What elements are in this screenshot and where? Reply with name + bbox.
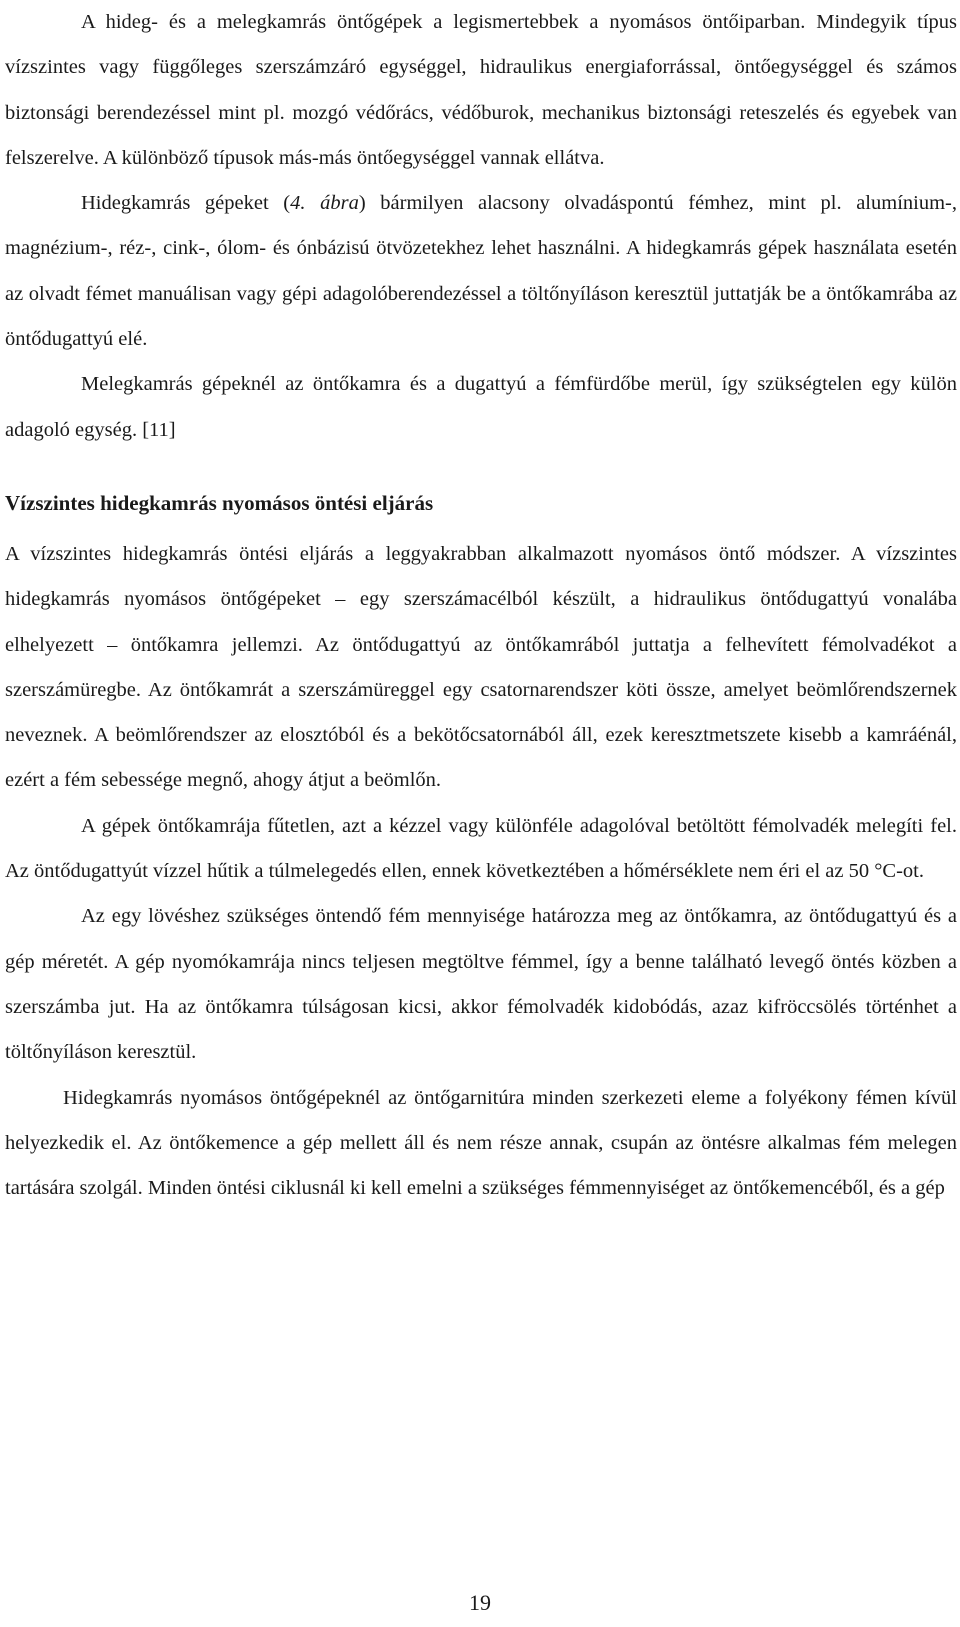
paragraph-intro: A hideg- és a melegkamrás öntőgépek a legismertebbek a nyomásos öntőiparban. Mindegyik típus vízszintes vagy függőleges szerszámzáró egységgel, hidraulikus energiaforrással, öntőegységgel és számos biztonsági berendezéssel mint pl. mozgó védőrács, védőburok, mechanikus biztonsági reteszelés és egyebek van felszerelve. A különböző típusok más-más öntőegységgel vannak ellátva. <box>5 11 957 169</box>
paragraph-casting-set: Hidegkamrás nyomásos öntőgépeknél az öntőgarnitúra minden szerkezeti eleme a folyékony fémen kívül helyezkedik el. Az öntőkemence a gép mellett áll és nem része annak, csupán az öntésre alkalmas fém melegen tartására szolgál. Minden öntési ciklusnál ki kell emelni a szükséges fémmennyiséget az öntőkemencéből, és a gép <box>5 1086 957 1200</box>
paragraph-coldchamber-start: Hidegkamrás gépeket ( <box>81 192 291 215</box>
section-heading: Vízszintes hidegkamrás nyomásos öntési eljárás <box>5 490 434 515</box>
page-number: 19 <box>469 1590 491 1615</box>
figure-reference: 4. ábra <box>290 192 359 215</box>
section-spacer <box>5 453 957 481</box>
paragraph-coldchamber <box>5 181 957 362</box>
paragraph-chamber-heating: A gépek öntőkamrája fűtetlen, azt a kézzel vagy különféle adagolóval betöltött fémolvadék melegíti fel. Az öntődugattyút vízzel hűtik a túlmelegedés ellen, ennek következtében a hőmérséklete nem éri el az 50 °C-ot. <box>5 814 957 883</box>
document-page <box>5 0 957 1211</box>
paragraph-hotchamber: Melegkamrás gépeknél az öntőkamra és a dugattyú a fémfürdőbe merül, így szükségtelen egy külön adagoló egység. [11] <box>5 373 957 441</box>
paragraph-horizontal-process: A vízszintes hidegkamrás öntési eljárás a leggyakrabban alkalmazott nyomásos öntő módszer. A vízszintes hidegkamrás nyomásos öntőgépeket – egy szerszámacélból készült, a hidraulikus öntődugattyú vonalába elhelyezett – öntőkamra jellemzi. Az öntődugattyú az öntőkamrából juttatja a felhevített fémolvadékot a szerszámüregbe. Az öntőkamrát a szerszámüreggel egy csatornarendszer köti össze, amelyet beömlőrendszernek neveznek. A beömlőrendszer az elosztóból és a bekötőcsatornából áll, ezek keresztmetszete kisebb a kamráénál, ezért a fém sebessége megnő, ahogy átjut a beömlőn. <box>5 542 957 792</box>
paragraph-coldchamber-rest: ) bármilyen alacsony olvadáspontú fémhez, mint pl. alumínium-, magnézium-, réz-, cink-, ólom- és ónbázisú ötvözetekhez lehet használni. A hidegkamrás gépek használata esetén az olvadt fémet manuálisan vagy gépi adagolóberendezéssel a töltőnyíláson keresztül juttatják be a öntőkamrába az öntődugattyú elé. <box>5 192 957 351</box>
paragraph-shot-volume: Az egy lövéshez szükséges öntendő fém mennyisége határozza meg az öntőkamra, az öntődugattyú és a gép méretét. A gép nyomókamrája nincs teljesen megtöltve fémmel, így a benne található levegő öntés közben a szerszámba jut. Ha az öntőkamra túlságosan kicsi, akkor fémolvadék kidobódás, azaz kifröccsölés történhet a töltőnyíláson keresztül. <box>5 905 957 1064</box>
